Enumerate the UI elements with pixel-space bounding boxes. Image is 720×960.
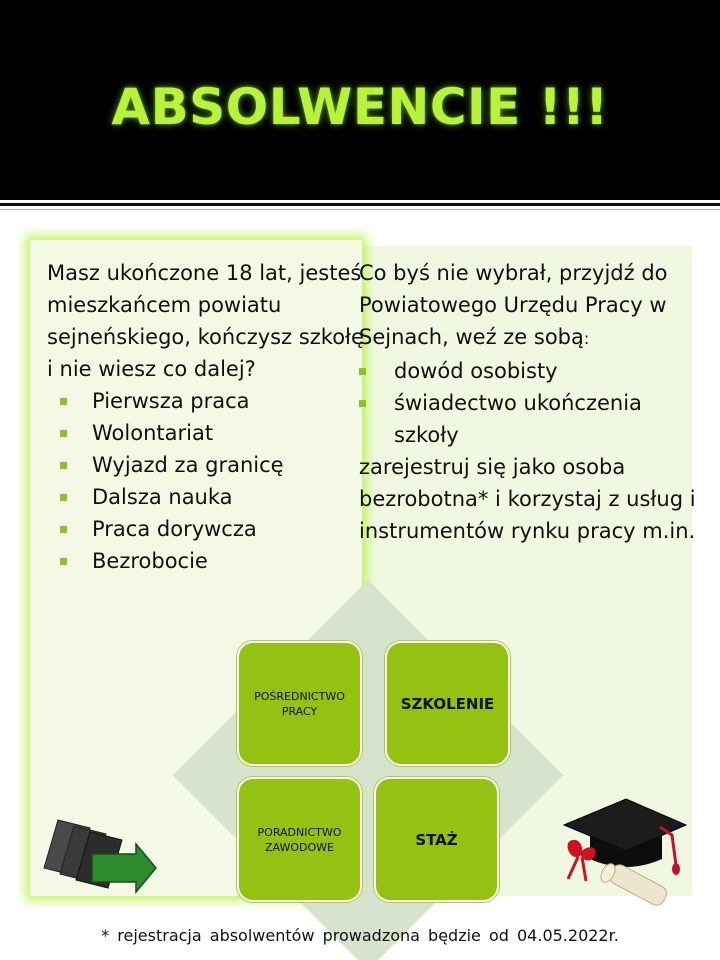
service-box-szkolenie: SZKOLENIE [385,641,510,766]
option-item: Pierwsza praca [47,385,367,417]
left-column [47,257,367,577]
service-box-posrednictwo: POŚREDNICTWO PRACY [237,641,362,766]
documents-list [359,355,699,451]
service-box-poradnictwo: PORADNICTWO ZAWODOWE [237,777,362,902]
option-item: Wyjazd za granicę [47,449,367,481]
header-divider-thin [0,209,720,210]
option-item: Dalsza nauka [47,481,367,513]
footnote: * rejestracja absolwentów prowadzona będzie od 04.05.2022r. [101,926,619,945]
document-item: dowód osobisty [359,355,699,387]
bullet-icon [60,462,67,469]
bullet-icon [60,494,67,501]
right-column [359,257,699,547]
bullet-icon [60,526,67,533]
graduation-cap-icon [560,795,690,920]
service-box-staz: STAŻ [374,777,499,902]
bullet-icon [359,368,366,375]
header-divider [0,203,720,206]
bullet-icon [60,558,67,565]
document-item: świadectwo ukończenia szkoły [359,387,699,451]
bullet-icon [60,430,67,437]
bullet-icon [60,398,67,405]
option-item: Wolontariat [47,417,367,449]
option-item: Praca dorywcza [47,513,367,545]
cards-arrow-icon [40,814,170,894]
right-outro: zarejestruj się jako osoba bezrobotna* i korzystaj z usług i instrumentów rynku pracy m.in. [359,455,696,543]
page-title: ABSOLWENCIE !!! [111,78,609,136]
bullet-icon [359,400,366,407]
right-intro: Co byś nie wybrał, przyjdź do Powiatowego Urzędu Pracy w Sejnach, weź ze sobą: [359,261,668,349]
left-intro: Masz ukończone 18 lat, jesteś mieszkańcem powiatu sejneńskiego, kończysz szkołę i nie wiesz co dalej? [47,261,364,381]
options-list [47,385,367,577]
option-item: Bezrobocie [47,545,367,577]
